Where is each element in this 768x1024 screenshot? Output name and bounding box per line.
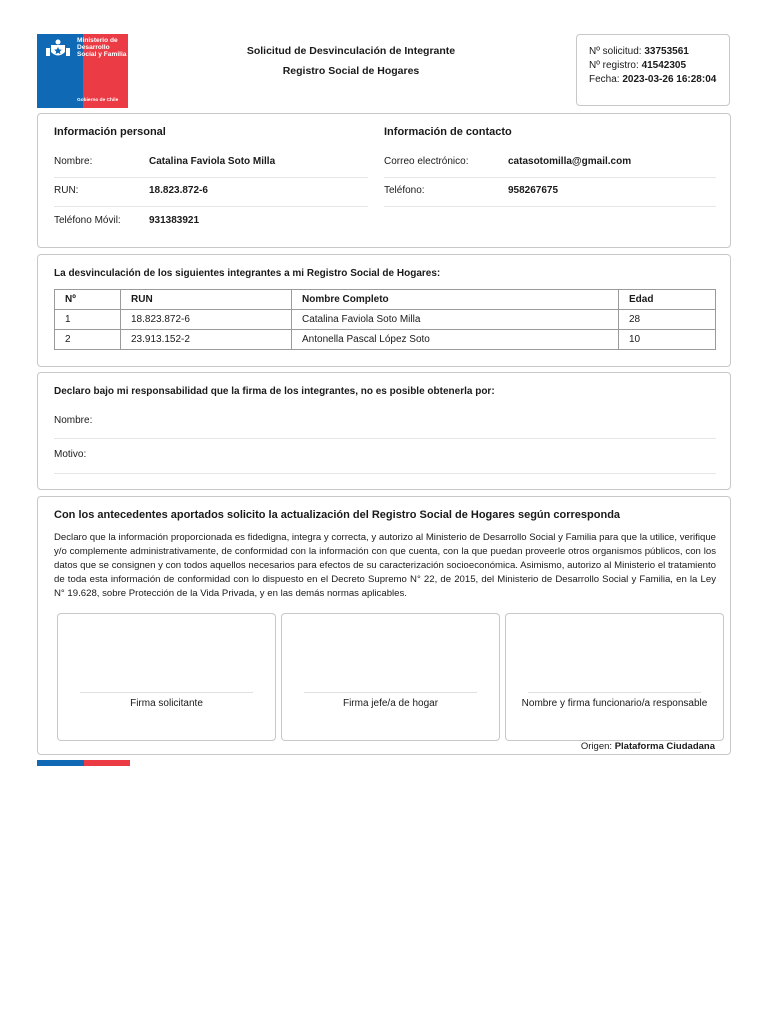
signature-box-funcionario [505, 613, 724, 741]
row-divider [384, 177, 716, 178]
row-divider [54, 206, 368, 207]
table-cell: 2 [55, 330, 121, 350]
table-cell: 10 [619, 330, 716, 350]
signature-box-jefe-hogar [281, 613, 500, 741]
antecedentes-heading: Con los antecedentes aportados solicito la actualización del Registro Social de Hogares según corresponda [54, 509, 621, 521]
table-cell: Antonella Pascal López Soto [292, 330, 619, 350]
solicitud-line [589, 45, 717, 59]
nombre-label: Nombre: [54, 156, 93, 167]
request-info-box [576, 34, 730, 106]
nombre-value: Catalina Faviola Soto Milla [149, 156, 276, 167]
table-cell: 28 [619, 310, 716, 330]
origin-label: Origen: [580, 741, 613, 752]
declaration-heading: Declaro bajo mi responsabilidad que la firma de los integrantes, no es posible obtenerla por: [54, 386, 495, 397]
legal-paragraph: Declaro que la información proporcionada es fidedigna, integra y correcta, y autorizo al Ministerio de Desarrollo Social y Familia para que la utilice, verifique y/o complemente administrativamente, de conformidad con la información con que cuenta, con la que puedan proveerle otros organismos públicos, con los datos que se consignen y con todos aquellos necesarios para efectos de su caracterización socioeconómica. Asimismo, autorizo al Ministerio el tratamiento de toda esta información de conformidad con lo dispuesto en el Decreto Supremo N° 22, de 2015, del Ministerio de Desarrollo Social y Familia, en la Ley N° 19.628, sobre Protección de la Vida Privada, y en las demás normas aplicables. [54, 532, 716, 599]
email-value: catasotomilla@gmail.com [508, 156, 632, 167]
solicitud-value: 33753561 [644, 46, 689, 57]
logo-ministry-text: Ministerio de Desarrollo Social y Familia [77, 37, 127, 58]
signature-caption: Firma jefe/a de hogar [342, 698, 439, 709]
row-divider [54, 177, 368, 178]
row-divider [54, 438, 716, 439]
signature-box-solicitante [57, 613, 276, 741]
footer-red-bar [84, 760, 130, 766]
signature-line [528, 692, 701, 693]
run-value: 18.823.872-6 [149, 185, 208, 196]
registro-value: 41542305 [641, 60, 687, 71]
personal-heading: Información personal [54, 126, 166, 138]
solicitud-label: Nº solicitud: [589, 46, 642, 57]
table-row [55, 310, 716, 330]
email-label: Correo electrónico: [384, 156, 469, 167]
movil-label: Teléfono Móvil: [54, 215, 121, 226]
column-header: Nombre Completo [292, 290, 619, 310]
column-header: RUN [121, 290, 292, 310]
fecha-label: Fecha: [589, 74, 620, 85]
personal-info-card [37, 113, 731, 248]
origin-line [581, 741, 715, 752]
antecedentes-card [37, 496, 731, 755]
row-divider [54, 473, 716, 474]
table-row [55, 330, 716, 350]
coat-of-arms-icon [43, 38, 73, 60]
table-header-row [55, 290, 716, 310]
footer-blue-bar [37, 760, 84, 766]
contact-heading: Información de contacto [384, 126, 512, 138]
run-label: RUN: [54, 185, 79, 196]
signature-line [304, 692, 477, 693]
members-card [37, 254, 731, 367]
signature-caption: Nombre y firma funcionario/a responsable [521, 698, 708, 709]
table-cell: Catalina Faviola Soto Milla [292, 310, 619, 330]
footer-brand-bar [37, 760, 130, 766]
ministry-logo [37, 34, 128, 108]
table-cell: 1 [55, 310, 121, 330]
logo-government-text: Gobierno de Chile [77, 98, 119, 103]
page-title: Solicitud de Desvinculación de Integrante [246, 45, 456, 57]
signature-caption: Firma solicitante [130, 698, 203, 709]
registro-line [589, 59, 717, 73]
declaration-motivo-label: Motivo: [54, 449, 87, 460]
phone-value: 958267675 [508, 185, 559, 196]
members-table [54, 289, 716, 350]
page-subtitle: Registro Social de Hogares [282, 65, 420, 77]
origin-value: Plataforma Ciudadana [614, 741, 715, 752]
declaration-card [37, 372, 731, 490]
column-header: Nº [55, 290, 121, 310]
movil-value: 931383921 [149, 215, 200, 226]
row-divider [384, 206, 716, 207]
members-heading: La desvinculación de los siguientes integrantes a mi Registro Social de Hogares: [54, 268, 441, 279]
fecha-line [589, 73, 717, 87]
declaration-nombre-label: Nombre: [54, 415, 93, 426]
registro-label: Nº registro: [589, 60, 639, 71]
table-cell: 18.823.872-6 [121, 310, 292, 330]
column-header: Edad [619, 290, 716, 310]
table-cell: 23.913.152-2 [121, 330, 292, 350]
signature-line [80, 692, 253, 693]
fecha-value: 2023-03-26 16:28:04 [622, 74, 717, 85]
phone-label: Teléfono: [384, 185, 425, 196]
